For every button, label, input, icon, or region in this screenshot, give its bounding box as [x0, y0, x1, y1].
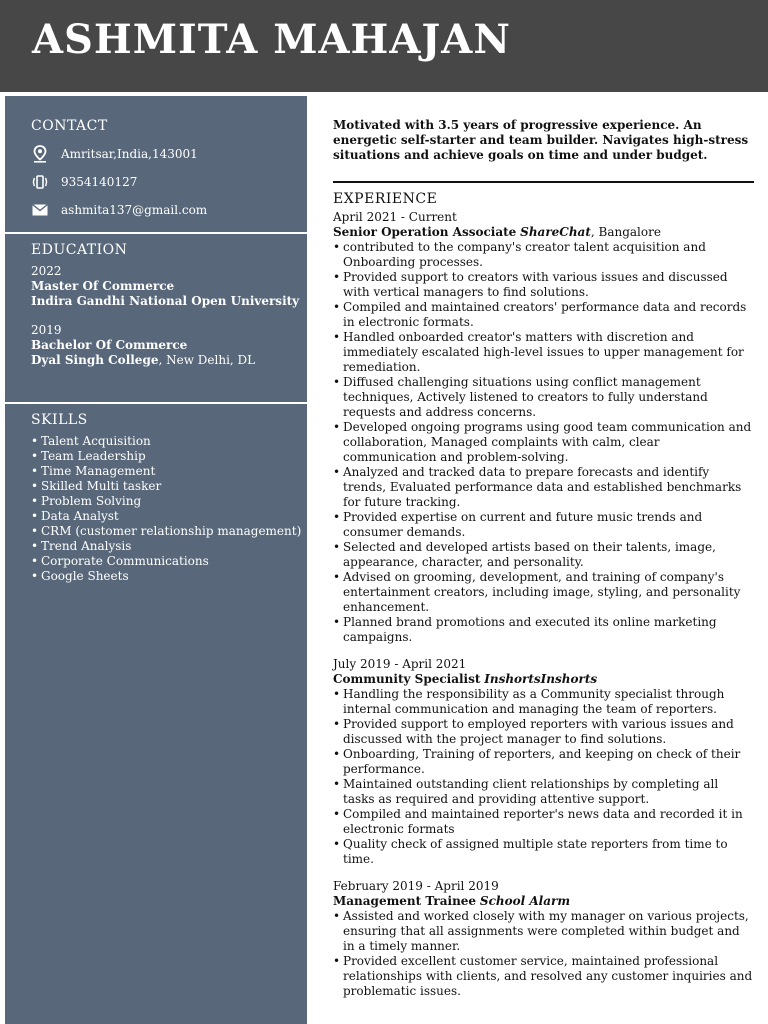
job-title-line [333, 894, 753, 909]
job-bullet: • Handling the responsibility as a Community specialist through internal communication and managing the team of reporters. [333, 687, 753, 717]
job-bullet: • Analyzed and tracked data to prepare forecasts and identify trends, Evaluated performance data and established benchmarks for future tracking. [333, 465, 753, 510]
job-bullet: • Quality check of assigned multiple state reporters from time to time. [333, 837, 753, 867]
contact-location: Amritsar,India,143001 [61, 147, 198, 161]
job-company: School Alarm [479, 894, 571, 908]
job-bullet: • Handled onboarded creator's matters with discretion and immediately escalated high-level issues to upper management for remediation. [333, 330, 753, 375]
job-company: ShareChat [520, 225, 591, 239]
skill-item: • CRM (customer relationship management) [31, 524, 307, 539]
education-institution-line [31, 353, 307, 368]
job-bullet: • Provided expertise on current and future music trends and consumer demands. [333, 510, 753, 540]
education-heading: EDUCATION [31, 242, 128, 258]
contact-email[interactable]: ashmita137@gmail.com [61, 203, 208, 217]
job-bullets [333, 687, 753, 867]
job-date: April 2021 - Current [333, 210, 457, 224]
contact-heading: CONTACT [31, 118, 108, 134]
job-bullet: • Maintained outstanding client relationships by completing all tasks as required and providing attentive support. [333, 777, 753, 807]
sidebar-divider [5, 232, 307, 234]
contact-phone-row [31, 168, 307, 196]
phone-icon [31, 173, 49, 191]
job-company: InshortsInshorts [484, 672, 598, 686]
skill-item: • Data Analyst [31, 509, 307, 524]
candidate-name: ASHMITA MAHAJAN [32, 16, 511, 63]
job-title-line [333, 672, 753, 687]
job-title: Community Specialist [333, 672, 481, 686]
skill-item: • Skilled Multi tasker [31, 479, 307, 494]
contact-phone[interactable]: 9354140127 [61, 175, 138, 189]
job-entry [333, 879, 753, 999]
skills-heading: SKILLS [31, 412, 88, 428]
job-bullet: • Provided support to employed reporters with various issues and discussed with the project manager to find solutions. [333, 717, 753, 747]
job-date: July 2019 - April 2021 [333, 657, 467, 671]
experience-list [333, 210, 753, 999]
sidebar [5, 96, 307, 1024]
job-bullet: • Developed ongoing programs using good team communication and collaboration, Managed complaints with calm, clear communication and problem-solving. [333, 420, 753, 465]
education-location: , New Delhi, DL [158, 353, 256, 367]
job-bullet: • Onboarding, Training of reporters, and keeping on check of their performance. [333, 747, 753, 777]
job-bullet: • Provided support to creators with various issues and discussed with vertical managers to find solutions. [333, 270, 753, 300]
main-content [333, 118, 753, 1011]
job-bullet: • contributed to the company's creator talent acquisition and Onboarding processes. [333, 240, 753, 270]
email-envelope-icon [31, 201, 49, 219]
skill-item: • Problem Solving [31, 494, 307, 509]
skill-item: • Corporate Communications [31, 554, 307, 569]
job-bullets [333, 240, 753, 645]
job-bullet: • Advised on grooming, development, and training of company's entertainment creators, including image, styling, and personality enhancement. [333, 570, 753, 615]
skill-item: • Time Management [31, 464, 307, 479]
education-section [31, 242, 307, 382]
education-item [31, 264, 307, 309]
header-bar [0, 0, 768, 92]
job-date: February 2019 - April 2019 [333, 879, 499, 893]
education-year: 2019 [31, 323, 62, 337]
job-bullet: • Assisted and worked closely with my manager on various projects, ensuring that all assignments were completed within budget and in a timely manner. [333, 909, 753, 954]
skills-list [31, 434, 307, 584]
job-bullet: • Selected and developed artists based on their talents, image, appearance, character, and personality. [333, 540, 753, 570]
skill-item: • Google Sheets [31, 569, 307, 584]
summary-divider [333, 181, 754, 183]
job-bullet: • Provided excellent customer service, maintained professional relationships with clients, and resolved any customer inquiries and problematic issues. [333, 954, 753, 999]
job-title-line [333, 225, 753, 240]
education-year: 2022 [31, 264, 62, 278]
job-bullet: • Compiled and maintained reporter's news data and recorded it in electronic formats [333, 807, 753, 837]
contact-email-row [31, 196, 307, 224]
profile-summary: Motivated with 3.5 years of progressive experience. An energetic self-starter and team builder. Navigates high-stress situations and achieve goals on time and under budget. [333, 118, 749, 162]
job-title: Management Trainee [333, 894, 477, 908]
education-institution: Dyal Singh College [31, 353, 159, 367]
job-bullet: • Compiled and maintained creators' performance data and records in electronic formats. [333, 300, 753, 330]
skill-item: • Trend Analysis [31, 539, 307, 554]
job-location: , Bangalore [590, 225, 661, 239]
skill-item: • Talent Acquisition [31, 434, 307, 449]
education-item [31, 323, 307, 368]
job-entry [333, 210, 753, 645]
experience-heading: EXPERIENCE [333, 191, 438, 207]
education-institution: Indira Gandhi National Open University [31, 294, 300, 308]
education-degree: Bachelor Of Commerce [31, 338, 188, 352]
job-bullets [333, 909, 753, 999]
job-bullet: • Diffused challenging situations using conflict management techniques, Actively listened to creators to fully understand requests and address concerns. [333, 375, 753, 420]
contact-location-row [31, 140, 307, 168]
job-entry [333, 657, 753, 867]
skill-item: • Team Leadership [31, 449, 307, 464]
location-pin-icon [31, 145, 49, 163]
sidebar-divider [5, 402, 307, 404]
skills-section [31, 412, 307, 584]
contact-section [31, 118, 307, 224]
job-title: Senior Operation Associate [333, 225, 517, 239]
education-degree: Master Of Commerce [31, 279, 175, 293]
job-bullet: • Planned brand promotions and executed its online marketing campaigns. [333, 615, 753, 645]
